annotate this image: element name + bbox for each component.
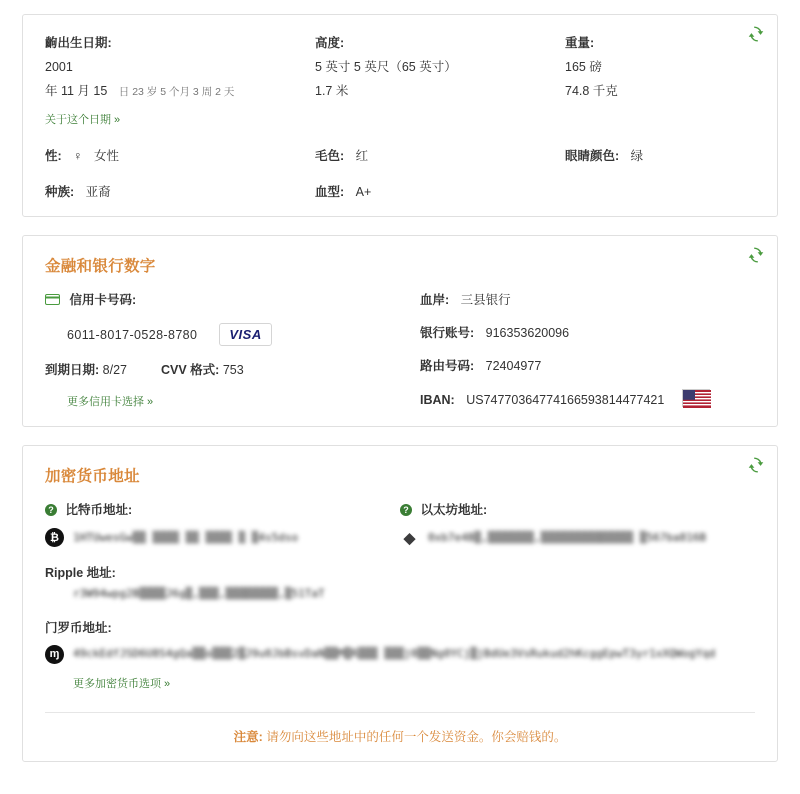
finance-title: 金融和银行数字 [45, 258, 156, 276]
btc-label: 比特币地址: [65, 503, 133, 518]
eth-label: 以太坊地址: [420, 503, 488, 518]
btc-address[interactable]: 1HTUwesGw▒▒ ▒▒▒▒ ▒▒ ▒▒▒▒ ▒ ▒4s5dso [73, 530, 299, 544]
routing-value: 72404977 [485, 359, 542, 374]
sex-label: 性: [45, 149, 62, 164]
female-icon: ♀ [73, 149, 83, 164]
eye-label: 眼睛颜色: [565, 149, 620, 164]
routing-row [420, 356, 755, 374]
cc-number: 6011-8017-0528-8780 [67, 327, 198, 342]
crypto-title: 加密货币地址 [45, 468, 140, 486]
bank-value: 三县银行 [460, 293, 511, 308]
height-block [315, 33, 565, 128]
refresh-icon[interactable] [747, 246, 765, 264]
account-row [420, 323, 755, 341]
birth-date: 年 11 月 15 [45, 84, 108, 99]
height-label: 高度: [315, 36, 345, 50]
monero-label: 门罗币地址: [45, 620, 112, 635]
cc-label: 信用卡号码: [69, 293, 137, 308]
personal-info-card [22, 14, 778, 217]
crypto-card [22, 445, 778, 761]
more-crypto-link[interactable]: 更多加密货币选项 » [73, 677, 171, 690]
eth-address-row [400, 528, 755, 547]
eth-label-row [400, 500, 755, 519]
birth-label: 齣出生日期: [45, 36, 112, 50]
bank-label: 血岸: [420, 293, 450, 308]
height-imperial: 5 英寸 5 英尺（65 英寸） [315, 60, 457, 74]
monero-address-row [45, 645, 755, 664]
warning-label: 注意: [233, 729, 263, 744]
refresh-icon[interactable] [747, 25, 765, 43]
personal-second-row [45, 146, 755, 164]
blood-value: A+ [355, 185, 372, 200]
sex-block [45, 146, 315, 164]
crypto-top-row [45, 500, 755, 547]
bitcoin-icon: ₿ [45, 528, 64, 547]
personal-top-row [45, 33, 755, 128]
birth-date-row [45, 82, 315, 100]
monero-icon: ɱ [45, 645, 64, 664]
btc-label-row [45, 500, 400, 519]
weight-kilograms: 74.8 千克 [565, 84, 618, 99]
expiry-group [45, 360, 127, 378]
ethereum-icon: ◆ [400, 528, 419, 547]
race-value: 亚裔 [85, 185, 111, 200]
cc-label-row [45, 290, 420, 309]
ripple-label: Ripple 地址: [45, 566, 116, 581]
eye-value: 绿 [630, 149, 644, 164]
height-metric: 1.7 米 [315, 84, 349, 99]
hair-value: 红 [355, 149, 369, 164]
blood-label: 血型: [315, 185, 345, 200]
finance-card [22, 235, 778, 427]
hair-label: 毛色: [315, 149, 345, 164]
monero-address[interactable]: 49ckEdfJSD6U8S4gQa▒▒o▒▒▒2▒J9u0JbBsvDaN▒▒M▒R▒▒▒ ▒▒▒j0▒▒Ng0YCj▒jBdUe3VsRukud2hKcggEpwT3yr1xXQWogYqd [73, 646, 716, 660]
birth-age-note: 日 23 岁 5 个月 3 周 2 天 [118, 86, 235, 99]
iban-row [420, 389, 755, 407]
birth-block [45, 33, 315, 128]
divider [45, 712, 755, 713]
expiry-value: 8/27 [102, 363, 127, 378]
personal-third-row [45, 182, 755, 200]
cvv-label: CVV 格式: [161, 363, 220, 378]
iban-label: IBAN: [420, 393, 455, 408]
bitcoin-block [45, 500, 400, 547]
eye-block [565, 146, 755, 164]
cc-exp-cvv-row [45, 360, 420, 378]
ethereum-block [400, 500, 755, 547]
iban-value: US74770364774166593814477421 [466, 393, 665, 408]
ripple-block [45, 563, 755, 601]
routing-label: 路由号码: [420, 359, 475, 374]
ripple-address[interactable]: r3W94wpg2B▒▒▒▒J6g▒,▒▒▒,▒▒▒▒▒▒▒▒,▒51TaT [73, 587, 325, 601]
weight-pounds: 165 磅 [565, 60, 602, 74]
sex-value: 女性 [94, 149, 120, 164]
finance-body [45, 290, 755, 410]
refresh-icon[interactable] [747, 456, 765, 474]
hair-block [315, 146, 565, 164]
birth-year: 2001 [45, 60, 73, 74]
credit-card-icon [45, 292, 60, 303]
bank-name-row [420, 290, 755, 308]
monero-block [45, 618, 755, 692]
weight-label: 重量: [565, 36, 595, 50]
more-credit-card-link[interactable]: 更多信用卡选择 » [67, 396, 154, 409]
account-value: 916353620096 [485, 326, 570, 341]
cvv-group [161, 360, 244, 378]
account-label: 银行账号: [420, 326, 475, 341]
cc-number-row [45, 323, 420, 346]
eth-address[interactable]: 0xb7e4B▒,▒▒▒▒▒▒▒,▒▒▒▒▒▒▒▒▒▒▒▒▒▒ ▒567ba816B [428, 530, 707, 544]
race-block [45, 182, 315, 200]
blood-block [315, 182, 565, 200]
warning-row [45, 727, 755, 745]
warning-text: 请勿向这些地址中的任何一个发送资金。你会赔钱的。 [266, 729, 567, 744]
bank-block [420, 290, 755, 410]
help-icon[interactable]: ? [45, 504, 57, 516]
about-date-link[interactable]: 关于这个日期 » [45, 114, 121, 127]
visa-brand-badge: VISA [219, 323, 271, 346]
weight-block [565, 33, 755, 128]
us-flag-icon [682, 389, 710, 407]
btc-address-row [45, 528, 400, 547]
expiry-label: 到期日期: [45, 363, 100, 378]
help-icon[interactable]: ? [400, 504, 412, 516]
race-label: 种族: [45, 185, 75, 200]
cvv-value: 753 [222, 363, 244, 378]
credit-card-block [45, 290, 420, 410]
